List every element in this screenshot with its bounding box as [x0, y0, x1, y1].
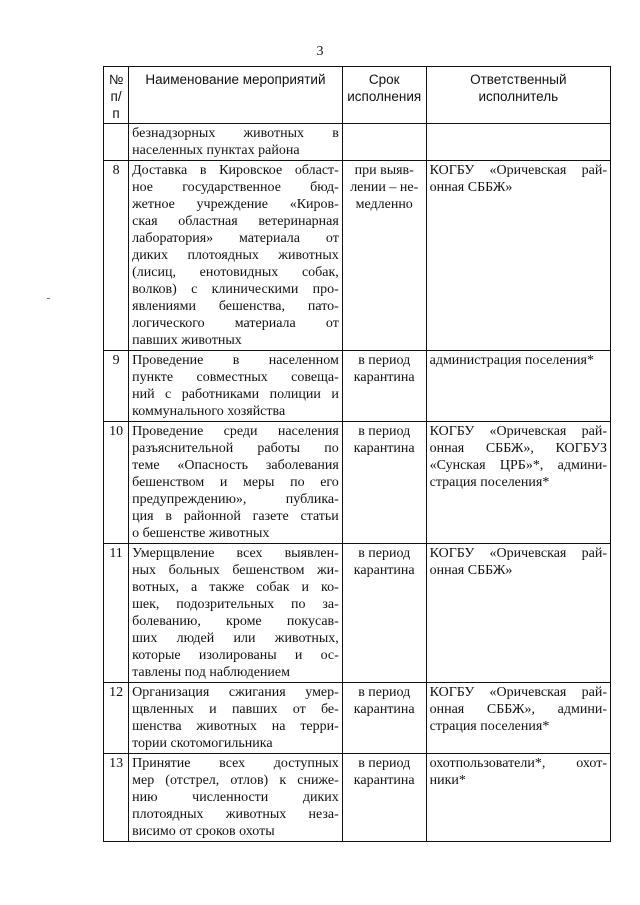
measure-name-line: щвленных и павших от бе-	[132, 702, 339, 717]
measure-name-line: которые изолированы и ос-	[132, 648, 339, 663]
measure-responsible-line: охотпользователи*, охот-	[429, 756, 607, 771]
measure-name-line: ция в районной газете статьи	[132, 509, 339, 524]
measure-name-line: теме «Опасность заболевания	[132, 458, 339, 473]
row-number: 10	[104, 422, 129, 544]
measure-name-line: Проведение среди населения	[132, 424, 339, 439]
measure-name-line: ное государственное бюд-	[132, 180, 339, 195]
measure-name-line: диких плотоядных животных	[132, 248, 339, 263]
measure-name-line: ших людей или животных,	[132, 631, 339, 646]
measure-term-line: карантина	[353, 702, 415, 717]
measure-name	[129, 422, 343, 544]
measure-name-line: тавлены под наблюдением	[132, 665, 290, 680]
measure-term-line: лении – не-	[350, 180, 419, 195]
row-number: 11	[104, 544, 129, 683]
measure-name	[129, 351, 343, 422]
measure-term-line: в период	[358, 424, 411, 439]
table-body	[104, 124, 611, 842]
measure-name-line: висимо от сроков охоты	[132, 824, 275, 839]
measure-name-line: плотоядных животных неза-	[132, 807, 339, 822]
measure-term-line: в период	[358, 685, 411, 700]
table-row	[104, 422, 611, 544]
measure-name-line: Проведение в населенном	[132, 353, 339, 368]
measure-name-line: болеванию, кроме покусав-	[132, 614, 339, 629]
row-number: 13	[104, 754, 129, 842]
measure-name-line: лаборатория» материала от	[132, 231, 339, 246]
table-row	[104, 351, 611, 422]
measure-name	[129, 544, 343, 683]
measure-name	[129, 161, 343, 351]
table-row	[104, 544, 611, 683]
measure-responsible	[426, 124, 610, 161]
header-name: Наименование мероприятий	[129, 67, 343, 124]
table-header-row	[104, 67, 611, 124]
measure-name-line: шек, подозрительных по за-	[132, 597, 339, 612]
measure-responsible-line: КОГБУ «Оричевская рай-	[429, 685, 607, 700]
measure-name-line: безнадзорных животных в	[132, 126, 339, 141]
row-number: 9	[104, 351, 129, 422]
measure-name-line: Умерщвление всех выявлен-	[132, 546, 339, 561]
measure-responsible	[426, 161, 610, 351]
measure-responsible-line: администрация поселения*	[429, 353, 594, 368]
measure-name-line: Организация сжигания умер-	[132, 685, 339, 700]
measure-name-line: жетное учреждение «Киров-	[132, 197, 339, 212]
page-number: 3	[316, 44, 324, 59]
measure-term-line: карантина	[353, 441, 415, 456]
table-row	[104, 124, 611, 161]
header-responsible: Ответственный исполнитель	[426, 67, 610, 124]
scan-artifact-dot	[47, 298, 50, 299]
measure-responsible-line: КОГБУ «Оричевская рай-	[429, 163, 607, 178]
measure-term	[342, 124, 426, 161]
measure-name-line: вотных, а также собак и ко-	[132, 580, 339, 595]
measure-term	[342, 754, 426, 842]
measure-name-line: коммунального хозяйства	[132, 404, 286, 419]
table-row	[104, 683, 611, 754]
measure-responsible-line: страция поселения*	[429, 719, 550, 734]
row-number: 12	[104, 683, 129, 754]
measure-responsible	[426, 351, 610, 422]
row-number	[104, 124, 129, 161]
measure-name-line: тории скотомогильника	[132, 736, 273, 751]
measure-term	[342, 683, 426, 754]
measure-responsible-line: «Сунская ЦРБ»*, админи-	[429, 458, 607, 473]
measure-responsible-line: КОГБУ «Оричевская рай-	[429, 424, 607, 439]
measure-term-line: в период	[358, 546, 411, 561]
measure-responsible-line: онная СББЖ», КОГБУЗ	[429, 441, 607, 456]
measure-responsible	[426, 422, 610, 544]
measure-term	[342, 422, 426, 544]
measure-responsible-line: онная СББЖ», админи-	[429, 702, 607, 717]
measure-term	[342, 544, 426, 683]
measure-term-line: карантина	[353, 370, 415, 385]
measure-responsible	[426, 754, 610, 842]
measure-name-line: нию численности диких	[132, 790, 339, 805]
measure-name-line: Доставка в Кировское област-	[132, 163, 339, 178]
measure-name-line: пункте совместных совеща-	[132, 370, 339, 385]
measures-table	[103, 66, 611, 842]
measure-responsible	[426, 683, 610, 754]
measure-term-line: в период	[358, 756, 411, 771]
measure-responsible	[426, 544, 610, 683]
measure-term-line: при выяв-	[354, 163, 414, 178]
measure-name-line: разъяснительной работы по	[132, 441, 339, 456]
measure-name-line: предупреждению», публика-	[132, 492, 339, 507]
measure-name	[129, 124, 343, 161]
table-row	[104, 754, 611, 842]
measure-responsible-line: ники*	[429, 773, 466, 788]
measure-name-line: мер (отстрел, отлов) к сниже-	[132, 773, 339, 788]
measure-name-line: Принятие всех доступных	[132, 756, 339, 771]
measure-term-line: карантина	[353, 563, 415, 578]
measure-name-line: ных больных бешенством жи-	[132, 563, 339, 578]
measure-name-line: населенных пунктах района	[132, 143, 300, 158]
measure-name-line: ская областная ветеринарная	[132, 214, 339, 229]
header-num: № п/п	[104, 67, 129, 124]
measure-name-line: о бешенстве животных	[132, 526, 270, 541]
measure-name-line: волков) с клиническими про-	[132, 282, 339, 297]
measure-name-line: бешенством и меры по его	[132, 475, 339, 490]
measure-responsible-line: КОГБУ «Оричевская рай-	[429, 546, 607, 561]
measure-term-line: карантина	[353, 773, 415, 788]
measure-name-line: шенства животных на терри-	[132, 719, 339, 734]
header-term: Срок исполнения	[342, 67, 426, 124]
measure-name	[129, 683, 343, 754]
measure-term	[342, 161, 426, 351]
measure-responsible-line: страция поселения*	[429, 475, 550, 490]
measure-name-line: логического материала от	[132, 316, 339, 331]
measure-responsible-line: онная СББЖ»	[429, 180, 513, 195]
measure-name-line: ний с работниками полиции и	[132, 387, 339, 402]
row-number: 8	[104, 161, 129, 351]
measure-term	[342, 351, 426, 422]
table-row	[104, 161, 611, 351]
measure-name-line: явлениями бешенства, пато-	[132, 299, 339, 314]
measure-responsible-line: онная СББЖ»	[429, 563, 513, 578]
measure-term-line: в период	[358, 353, 411, 368]
measure-term-line: медленно	[355, 197, 413, 212]
measure-name-line: павших животных	[132, 333, 242, 348]
measure-name-line: (лисиц, енотовидных собак,	[132, 265, 339, 280]
measure-name	[129, 754, 343, 842]
